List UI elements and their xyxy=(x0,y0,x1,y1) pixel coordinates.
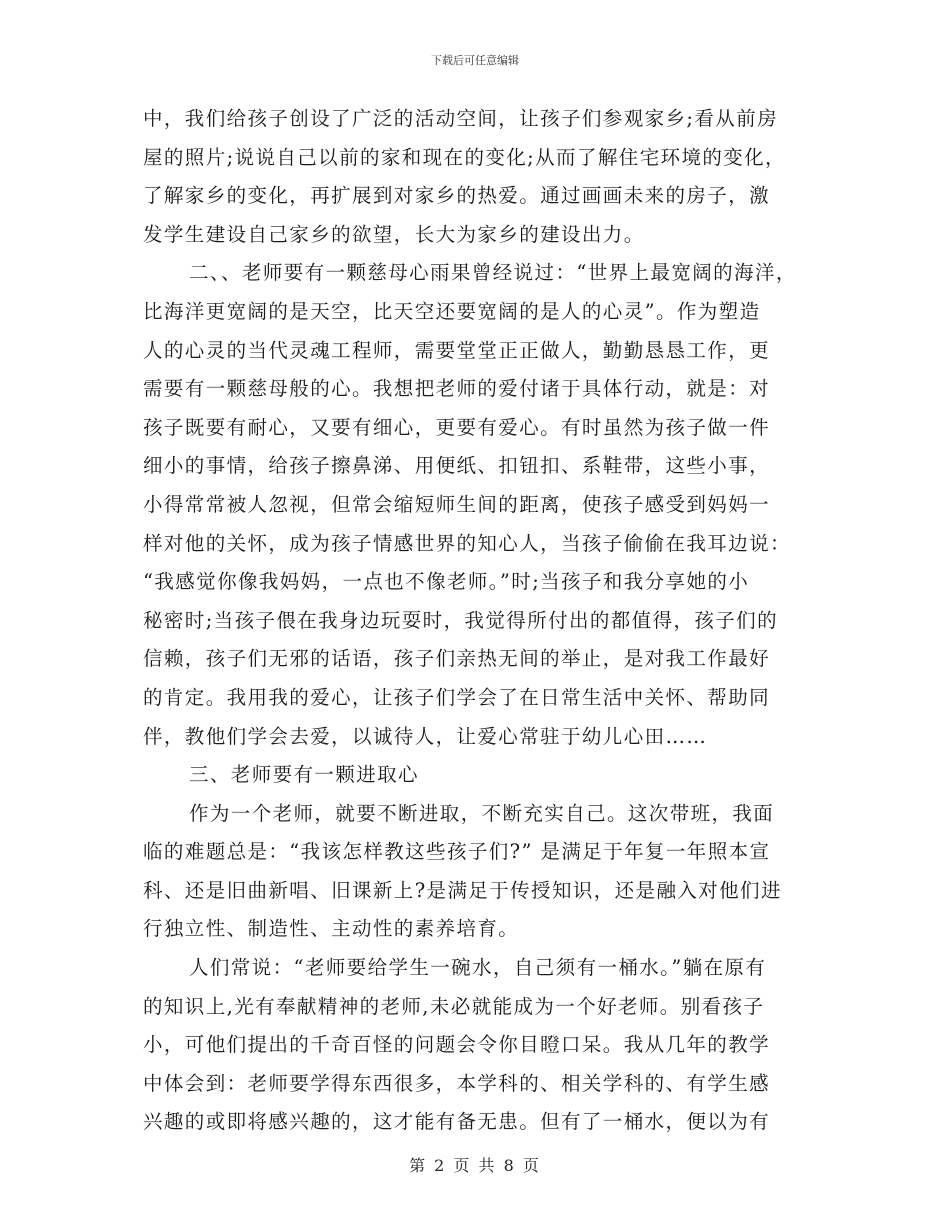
section-heading-line: 二、、老师要有一颗慈母心雨果曾经说过：“世界上最宽阔的海洋， xyxy=(189,261,797,285)
text-line: 的知识上,光有奉献精神的老师,未必就能成为一个好老师。别看孩子 xyxy=(143,994,765,1018)
text-line: 小得常常被人忽视，但常会缩短师生间的距离，使孩子感受到妈妈一 xyxy=(143,492,771,516)
text-line: 需要有一颗慈母般的心。我想把老师的爱付诸于具体行动，就是：对 xyxy=(143,377,771,401)
paragraph-start-line: 人们常说：“老师要给学生一碗水，自己须有一桶水。”躺在原有 xyxy=(189,956,767,980)
text-line: 人的心灵的当代灵魂工程师，需要堂堂正正做人，勤勤恳恳工作，更 xyxy=(143,338,771,362)
text-line: 了解家乡的变化，再扩展到对家乡的热爱。通过画画未来的房子，激 xyxy=(143,184,771,208)
text-line: 兴趣的或即将感兴趣的，这才能有备无患。但有了一桶水，便以为有 xyxy=(143,1110,771,1134)
text-line: 样对他的关怀，成为孩子情感世界的知心人，当孩子偷偷在我耳边说： xyxy=(143,531,791,555)
text-line: 信赖，孩子们无邪的话语，孩子们亲热无间的举止，是对我工作最好 xyxy=(143,647,771,671)
text-line: 中体会到：老师要学得东西很多，本学科的、相关学科的、有学生感 xyxy=(143,1071,771,1095)
text-line: 的肯定。我用我的爱心，让孩子们学会了在日常生活中关怀、帮助同 xyxy=(143,685,771,709)
text-line: 比海洋更宽阔的是天空，比天空还要宽阔的是人的心灵”。作为塑造 xyxy=(143,299,761,323)
text-line: 伴，教他们学会去爱，以诚待人，让爱心常驻于幼儿心田…… xyxy=(143,724,708,748)
text-line: “我感觉你像我妈妈，一点也不像老师。”时;当孩子和我分享她的小 xyxy=(143,570,750,594)
text-line: 中，我们给孩子创设了广泛的活动空间，让孩子们参观家乡;看从前房 xyxy=(143,107,778,130)
text-line: 科、还是旧曲新唱、旧课新上?是满足于传授知识，还是融入对他们进 xyxy=(143,878,782,902)
text-line: 小，可他们提出的千奇百怪的问题会令你目瞪口呆。我从几年的教学 xyxy=(143,1033,771,1057)
page-number-footer: 第 2 页 共 8 页 xyxy=(409,1156,541,1175)
text-line: 发学生建设自己家乡的欲望，长大为家乡的建设出力。 xyxy=(143,222,645,246)
section-heading: 三、老师要有一颗进取心 xyxy=(189,763,419,787)
page-header: 下载后可任意编辑 xyxy=(431,54,519,67)
document-body xyxy=(143,100,808,1142)
text-line: 临的难题总是：“我该怎样教这些孩子们?” 是满足于年复一年照本宣 xyxy=(143,840,771,864)
text-line: 孩子既要有耐心，又要有细心，更要有爱心。有时虽然为孩子做一件 xyxy=(143,415,771,439)
text-line: 行独立性、制造性、主动性的素养培育。 xyxy=(143,917,520,941)
text-line: 秘密时;当孩子偎在我身边玩耍时，我觉得所付出的都值得，孩子们的 xyxy=(143,608,778,632)
paragraph-start-line: 作为一个老师，就要不断进取，不断充实自己。这次带班，我面 xyxy=(189,801,775,825)
text-line: 细小的事情，给孩子擦鼻涕、用便纸、扣钮扣、系鞋带，这些小事， xyxy=(143,454,771,478)
text-line: 屋的照片;说说自己以前的家和现在的变化;从而了解住宅环境的变化， xyxy=(143,145,786,169)
